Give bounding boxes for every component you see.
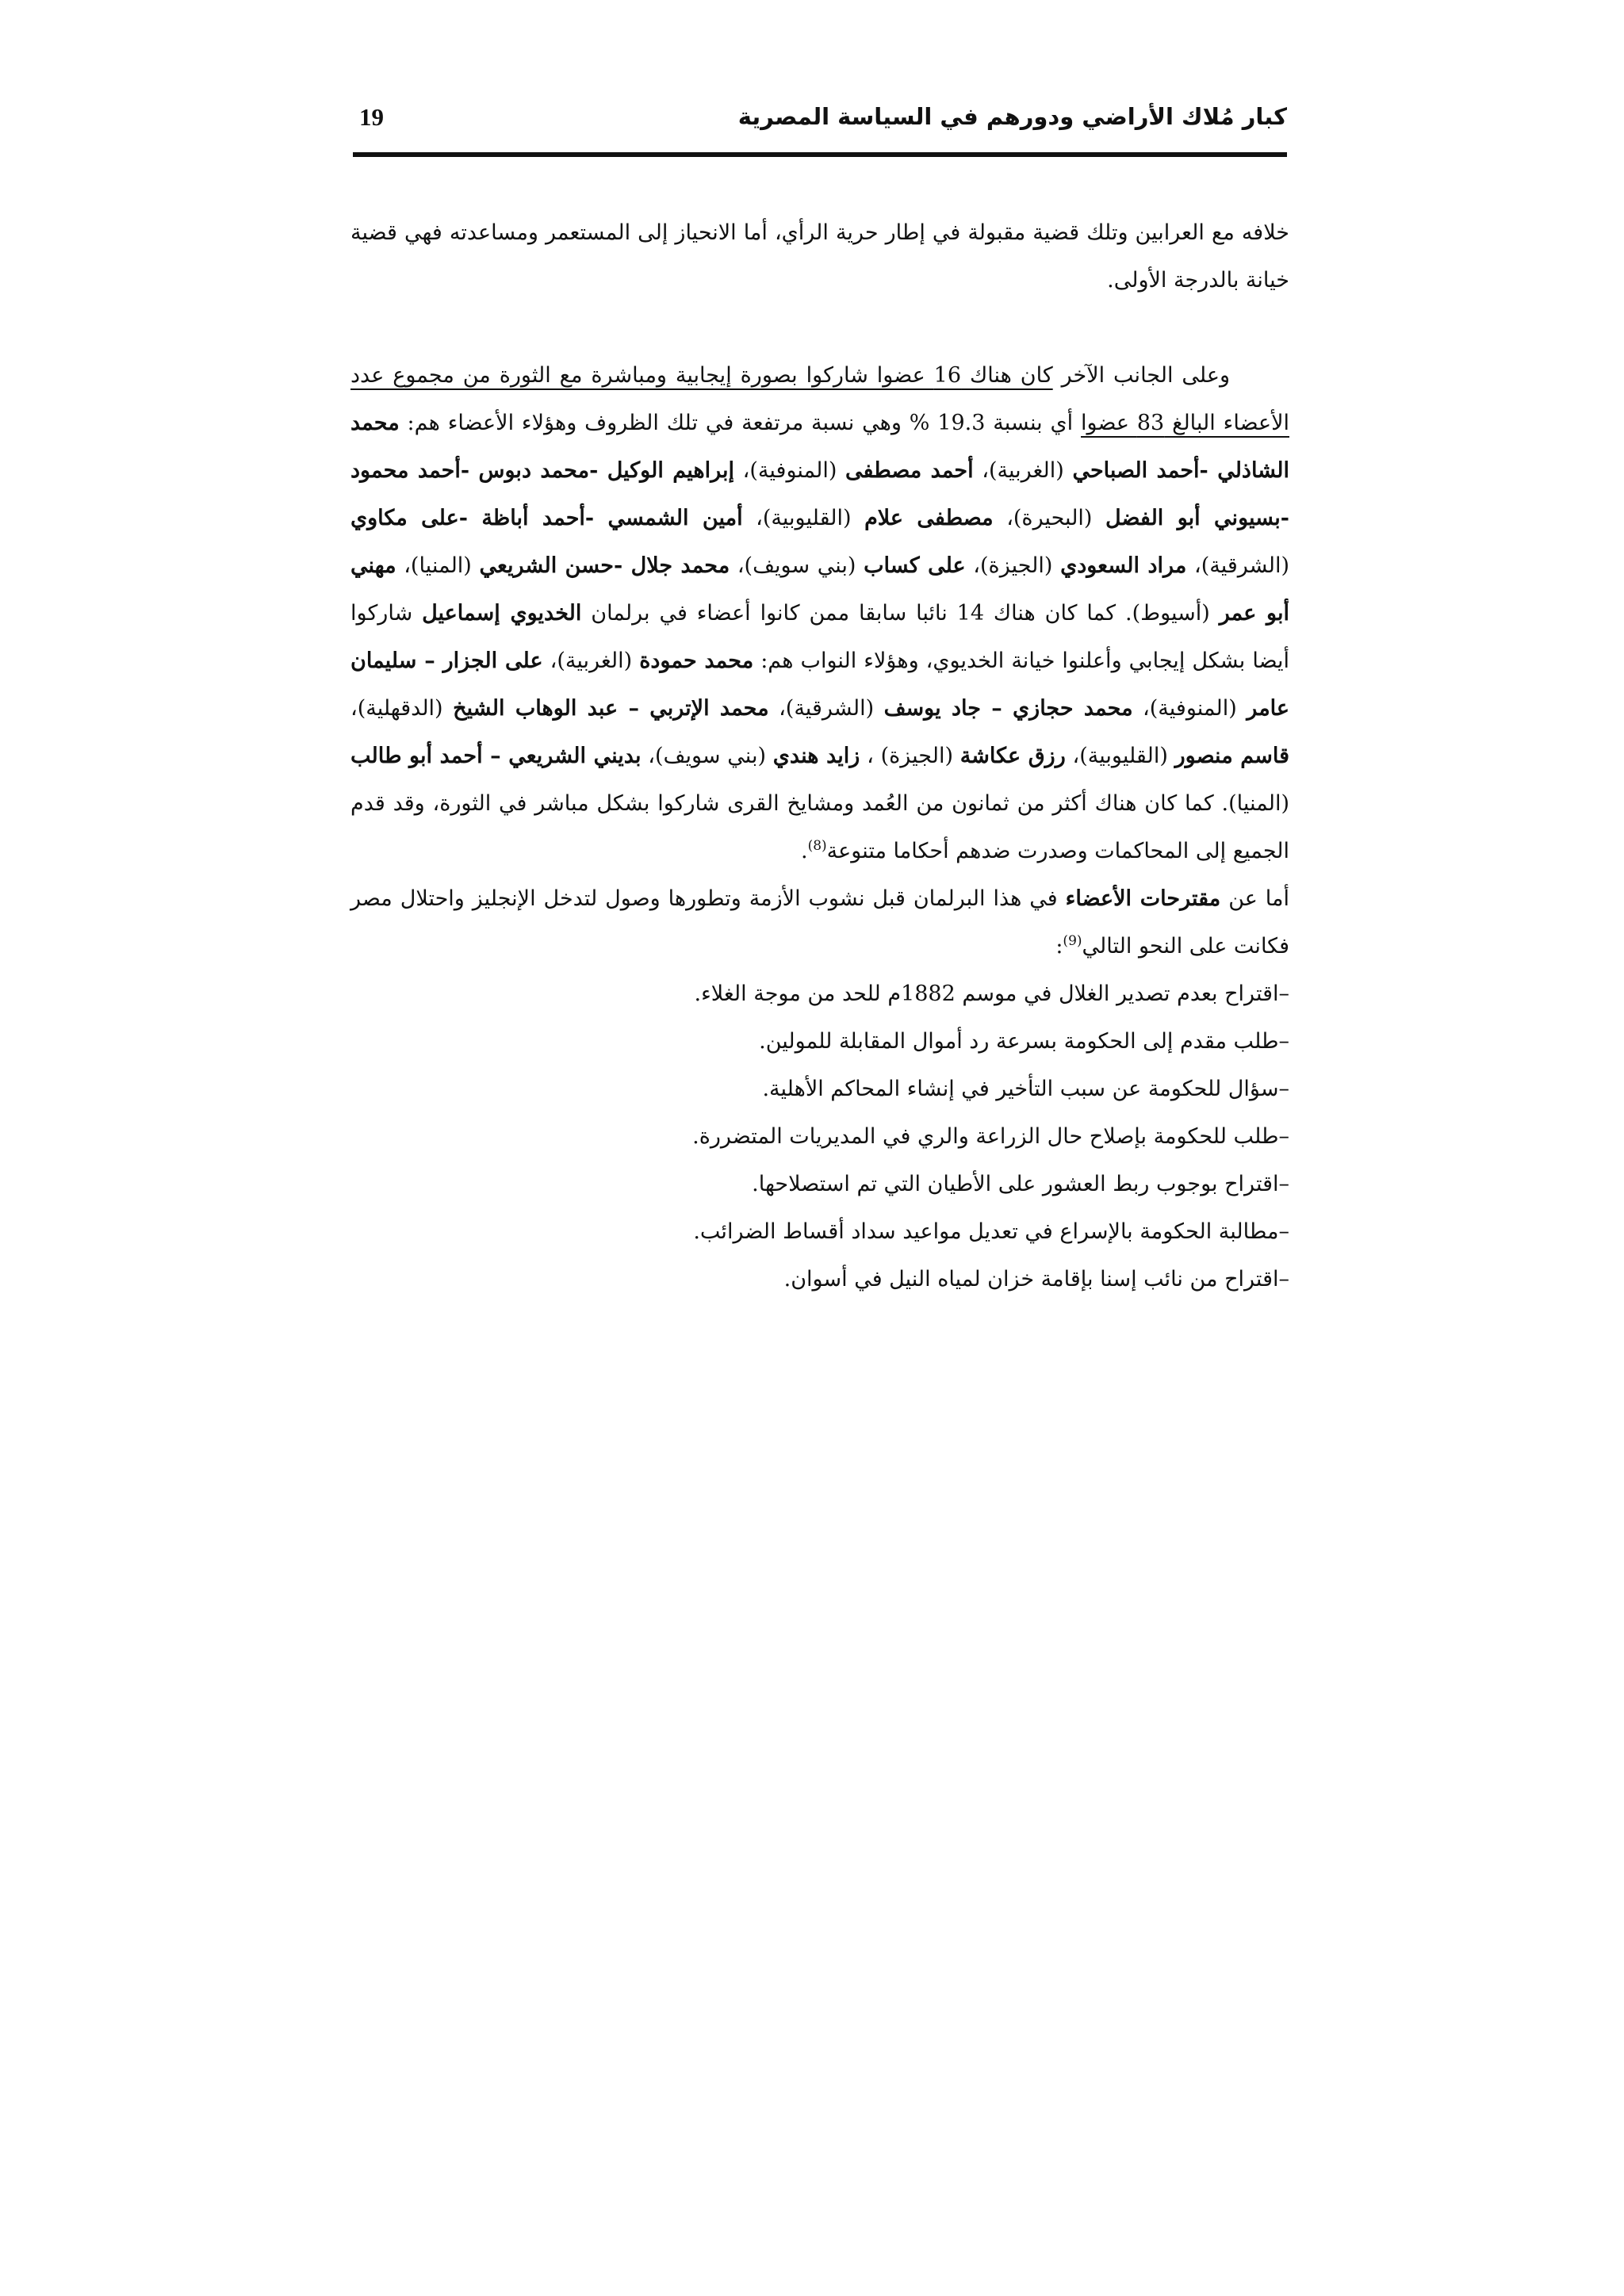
region-qalyubia: (القليوبية)،: [742, 506, 865, 530]
paragraph-3: [350, 875, 1289, 970]
member-names-sharqia: أمين الشمسي -أحمد أباظة -على مكاوي: [350, 506, 743, 530]
deputy-region-giza: (الجيزة) ،: [860, 744, 960, 768]
member-names-minya: محمد جلال -حسن الشريعي: [479, 553, 730, 578]
deputy-region-qalyubia: (القليوبية)،: [1065, 744, 1175, 768]
region-sharqia: (الشرقية)،: [1186, 553, 1289, 578]
para2-run-40: .: [800, 839, 808, 863]
running-header-title: كبار مُلاك الأراضي ودورهم في السياسة المصرية: [737, 103, 1287, 130]
member-names-menoufia: أحمد مصطفى: [845, 458, 974, 483]
para3-run-4: :: [1055, 934, 1063, 959]
member-names-beni-suef: على كساب: [864, 553, 966, 578]
region-giza: (الجيزة)،: [965, 553, 1061, 578]
list-item: –طلب للحكومة بإصلاح حال الزراعة والري في المديريات المتضررة.: [692, 1124, 1289, 1149]
deputy-names-giza: رزق عكاشة: [959, 744, 1066, 768]
deputy-names-gharbia: محمد حمودة: [639, 649, 754, 673]
member-names-gharbia: محمد الشاذلي -أحمد الصباحي: [350, 411, 1289, 483]
para2-run-39: (المنيا). كما كان هناك أكثر من ثمانون من العُمد ومشايخ القرى شاركوا بشكل مباشر في الثورة، وقد قدم الجميع إلى المحاكمات وصدرت ضدهم أحكاما متنوعة: [350, 791, 1289, 863]
list-item: –اقتراح بوجوب ربط العشور على الأطيان التي تم استصلاحها.: [752, 1172, 1289, 1196]
deputy-region-menoufia: (المنوفية)،: [1132, 696, 1247, 721]
proposals-list: [350, 970, 1289, 1303]
list-item: –طلب مقدم إلى الحكومة بسرعة رد أموال المقابلة للمولين.: [759, 1029, 1289, 1054]
para2-run-21: (أسيوط). كما كان هناك 14 نائبا سابقا ممن كانوا أعضاء في برلمان: [581, 601, 1220, 626]
list-item: –اقتراح بعدم تصدير الغلال في موسم 1882م للحد من موجة الغلاء.: [694, 982, 1289, 1006]
paragraph-1-text: خلافه مع العرابين وتلك قضية مقبولة في إطار حرية الرأي، أما الانحياز إلى المستعمر ومساعدته فهي قضية خيانة بالدرجة الأولى.: [350, 220, 1289, 293]
body-text: [350, 209, 1289, 1303]
para2-underlined-statistic: كان هناك 16 عضوا شاركوا بصورة إيجابية ومباشرة مع الثورة من مجموع عدد الأعضاء البالغ 83 عضوا: [350, 363, 1289, 435]
deputy-names-menoufia: على الجزار – سليمان عامر: [350, 649, 1289, 721]
khedive-name: الخديوي إسماعيل: [422, 601, 582, 626]
deputy-names-dakahlia: محمد الإتربي – عبد الوهاب الشيخ: [453, 696, 769, 721]
deputy-region-sharqia: (الشرقية)،: [768, 696, 884, 721]
para3-run-3: في هذا البرلمان قبل نشوب الأزمة وتطورها وصول لتدخل الإنجليز واحتلال مصر فكانت على النحو التالي: [350, 886, 1289, 959]
para2-run-1: وعلى الجانب الآخر: [1052, 363, 1230, 388]
member-names-beheira: إبراهيم الوكيل -محمد دبوس -أحمد محمود -بسيوني أبو الفضل: [350, 458, 1289, 530]
region-minya: (المنيا)،: [396, 553, 480, 578]
member-names-giza: مراد السعودي: [1060, 553, 1187, 578]
member-names-qalyubia: مصطفى علام: [864, 506, 994, 530]
deputy-names-qalyubia: قاسم منصور: [1174, 744, 1289, 768]
list-item: –اقتراح من نائب إسنا بإقامة خزان لمياه النيل في أسوان.: [783, 1267, 1289, 1292]
deputy-region-beni-suef: (بني سويف)،: [641, 744, 773, 768]
region-beni-suef: (بني سويف)،: [730, 553, 864, 578]
para2-run-3: أي بنسبة 19.3 % وهي نسبة مرتفعة في تلك الظروف وهؤلاء الأعضاء هم:: [399, 411, 1082, 435]
page-header: [353, 95, 1287, 157]
region-gharbia: (الغربية)،: [973, 458, 1073, 483]
deputy-names-sharqia: محمد حجازي – جاد يوسف: [883, 696, 1133, 721]
footnote-ref-8[interactable]: (8): [807, 838, 827, 854]
list-item: –سؤال للحكومة عن سبب التأخير في إنشاء المحاكم الأهلية.: [762, 1077, 1289, 1101]
deputy-region-dakahlia: (الدقهلية)،: [350, 696, 454, 721]
region-beheira: (البحيرة)،: [993, 506, 1106, 530]
para3-members-proposals: مقترحات الأعضاء: [1065, 886, 1221, 911]
page-number: 19: [359, 103, 384, 131]
region-menoufia: (المنوفية)،: [734, 458, 846, 483]
deputy-names-minya: بديني الشريعي – أحمد أبو طالب: [350, 744, 642, 768]
member-names-assiut: مهني أبو عمر: [350, 553, 1289, 626]
footnote-ref-9[interactable]: (9): [1063, 933, 1082, 949]
deputy-region-gharbia: (الغربية)،: [542, 649, 640, 673]
para2-run-23: شاركوا أيضا بشكل إيجابي وأعلنوا خيانة الخديوي، وهؤلاء النواب هم:: [350, 601, 1289, 673]
paragraph-1: [350, 209, 1289, 304]
paragraph-2: [350, 352, 1289, 875]
list-item: –مطالبة الحكومة بالإسراع في تعديل مواعيد سداد أقساط الضرائب.: [693, 1219, 1289, 1244]
para3-run-1: أما عن: [1220, 886, 1289, 911]
deputy-names-beni-suef: زايد هندي: [772, 744, 860, 768]
